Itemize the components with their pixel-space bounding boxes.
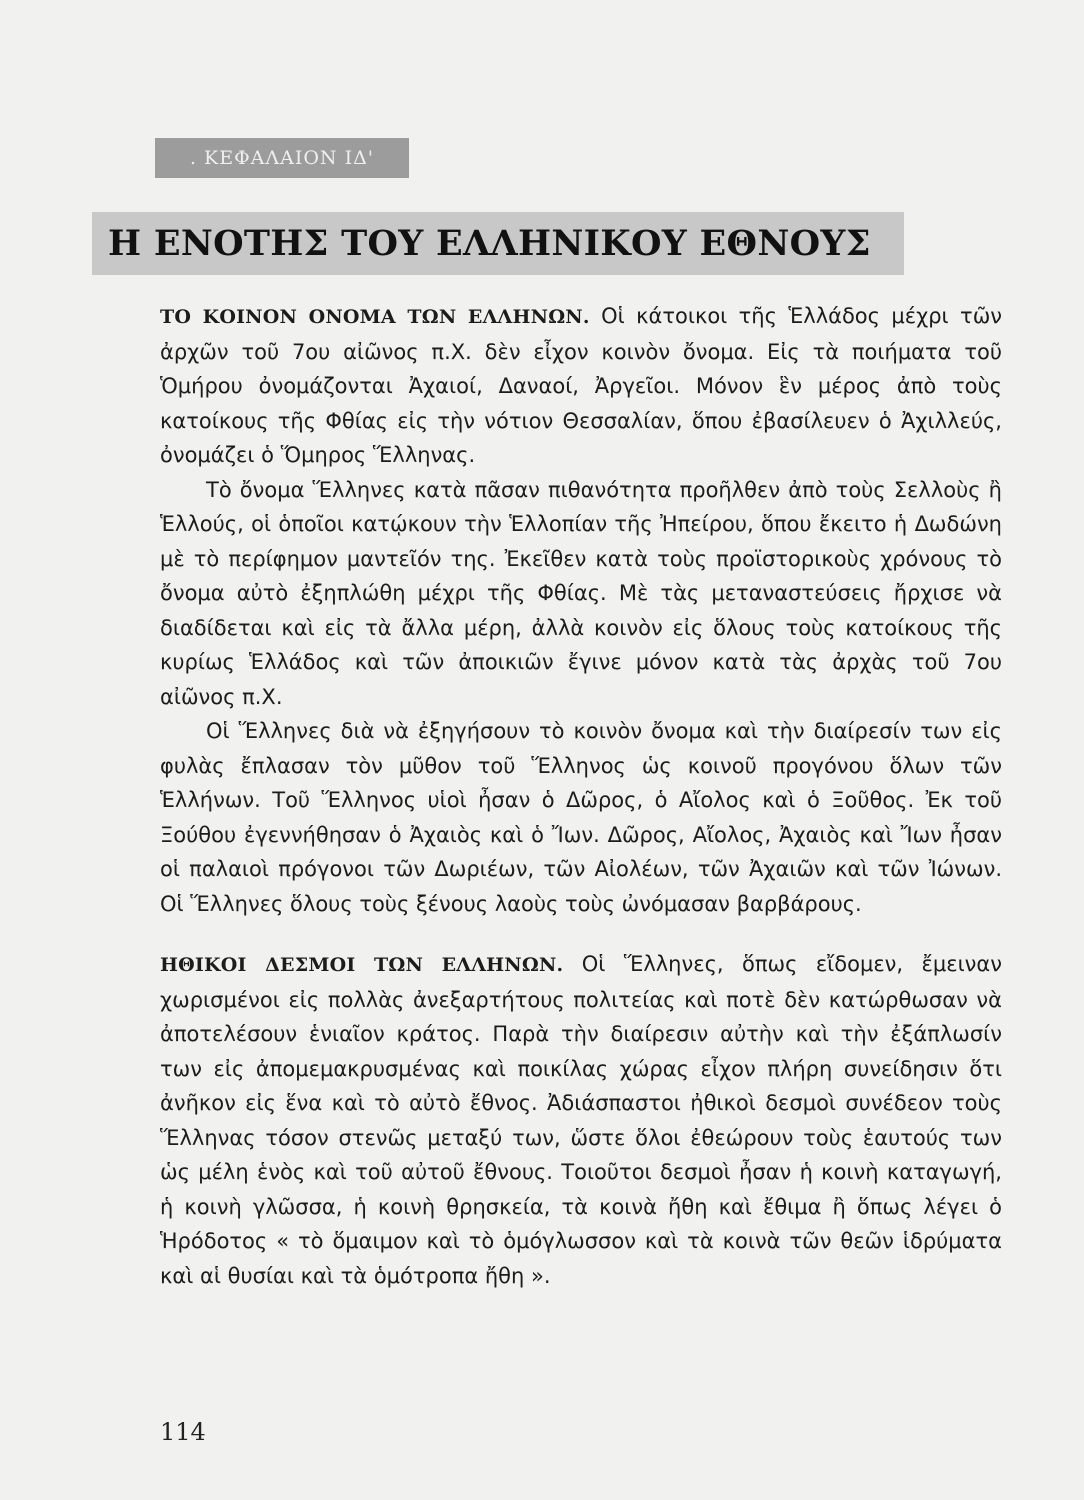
section-heading-moral-bonds: ΗΘΙΚΟΙ ΔΕΣΜΟΙ ΤΩΝ ΕΛΛΗΝΩΝ. xyxy=(160,954,564,976)
paragraph: Οἱ Ἕλληνες διὰ νὰ ἐξηγήσουν τὸ κοινὸν ὄνομα καὶ τὴν διαίρεσίν των εἰς φυλὰς ἔπλασαν τὸν μῦθον τοῦ Ἕλληνος ὡς κοινοῦ προγόνου ὅλων τῶν Ἑλλήνων. Τοῦ Ἕλληνος υἱοὶ ἦσαν ὁ Δῶρος, ὁ Αἴολος καὶ ὁ Ξοῦθος. Ἐκ τοῦ Ξούθου ἐγεννήθησαν ὁ Ἀχαιὸς καὶ ὁ Ἴων. Δῶρος, Αἴολος, Ἀχαιὸς καὶ Ἴων ἦσαν οἱ παλαιοὶ πρόγονοι τῶν Δωριέων, τῶν Αἰολέων, τῶν Ἀχαιῶν καὶ τῶν Ἰώνων. Οἱ Ἕλληνες ὅλους τοὺς ξένους λαοὺς τοὺς ὠνόμασαν βαρβάρους. xyxy=(160,719,1002,916)
body-text xyxy=(160,299,1002,1293)
page-number: 114 xyxy=(160,1418,206,1446)
chapter-label: . ΚΕΦΑΛΑΙΟΝ ΙΔ' xyxy=(155,138,409,178)
paragraph: Τὸ ὄνομα Ἕλληνες κατὰ πᾶσαν πιθανότητα προῆλθεν ἀπὸ τοὺς Σελλοὺς ἢ Ἑλλούς, οἱ ὁποῖοι κατῴκουν τὴν Ἑλλοπίαν τῆς Ἠπείρου, ὅπου ἔκειτο ἡ Δωδώνη μὲ τὸ περίφημον μαντεῖόν της. Ἐκεῖθεν κατὰ τοὺς προϊστορικοὺς χρόνους τὸ ὄνομα αὐτὸ ἐξηπλώθη μέχρι τῆς Φθίας. Μὲ τὰς μεταναστεύσεις ἤρχισε νὰ διαδίδεται καὶ εἰς τὰ ἄλλα μέρη, ἀλλὰ κοινὸν εἰς ὅλους τοὺς κατοίκους τῆς κυρίως Ἑλλάδος καὶ τῶν ἀποικιῶν ἔγινε μόνον κατὰ τὰς ἀρχὰς τοῦ 7ου αἰῶνος π.Χ. xyxy=(160,477,1002,709)
section-1-lead-text: Οἱ κάτοικοι τῆς Ἑλλάδος μέχρι τῶν ἀρχῶν τοῦ 7ου αἰῶνος π.Χ. δὲν εἶχον κοινὸν ὄνομα. Εἰς τὰ ποιήματα τοῦ Ὁμήρου ὀνομάζονται Ἀχαιοί, Δαναοί, Ἀργεῖοι. Μόνον ἓν μέρος ἀπὸ τοὺς κατοίκους τῆς Φθίας εἰς τὴν νότιον Θεσσαλίαν, ὅπου ἐβασίλευεν ὁ Ἀχιλλεύς, ὀνομάζει ὁ Ὅμηρος Ἕλληνας. xyxy=(160,304,1003,467)
section-heading-common-name: ΤΟ ΚΟΙΝΟΝ ΟΝΟΜΑ ΤΩΝ ΕΛΛΗΝΩΝ. xyxy=(160,306,590,328)
section-2-lead-text: Οἱ Ἕλληνες, ὅπως εἴδομεν, ἔμειναν χωρισμένοι εἰς πολλὰς ἀνεξαρτήτους πολιτείας καὶ ποτὲ δὲν κατώρθωσαν νὰ ἀποτελέσουν ἑνιαῖον κράτος. Παρὰ τὴν διαίρεσιν αὐτὴν καὶ τὴν ἐξάπλωσίν των εἰς ἀπομεμακρυσμένας καὶ ποικίλας χώρας εἶχον πλήρη συνείδησιν ὅτι ἀνῆκον εἰς ἕνα καὶ τὸ αὐτὸ ἔθνος. Ἀδιάσπαστοι ἠθικοὶ δεσμοὶ συνέδεον τοὺς Ἕλληνας τόσον στενῶς μεταξύ των, ὥστε ὅλοι ἐθεώρουν τοὺς ἑαυτούς των ὡς μέλη ἑνὸς καὶ τοῦ αὐτοῦ ἔθνους. Τοιοῦτοι δεσμοὶ ἦσαν ἡ κοινὴ καταγωγή, ἡ κοινὴ γλῶσσα, ἡ κοινὴ θρησκεία, τὰ κοινὰ ἤθη καὶ ἔθιμα ἢ ὅπως λέγει ὁ Ἡρόδοτος « τὸ ὅμαιμον καὶ τὸ ὁμόγλωσσον καὶ τὰ κοινὰ τῶν θεῶν ἱδρύματα καὶ αἱ θυσίαι καὶ τὰ ὁμότροπα ἤθη ». xyxy=(160,952,1002,1288)
section-2-lead-paragraph xyxy=(160,947,1002,1293)
chapter-title: Η ΕΝΟΤΗΣ ΤΟΥ ΕΛΛΗΝΙΚΟΥ ΕΘΝΟΥΣ xyxy=(108,223,871,264)
section-1-lead-paragraph xyxy=(160,299,1002,473)
